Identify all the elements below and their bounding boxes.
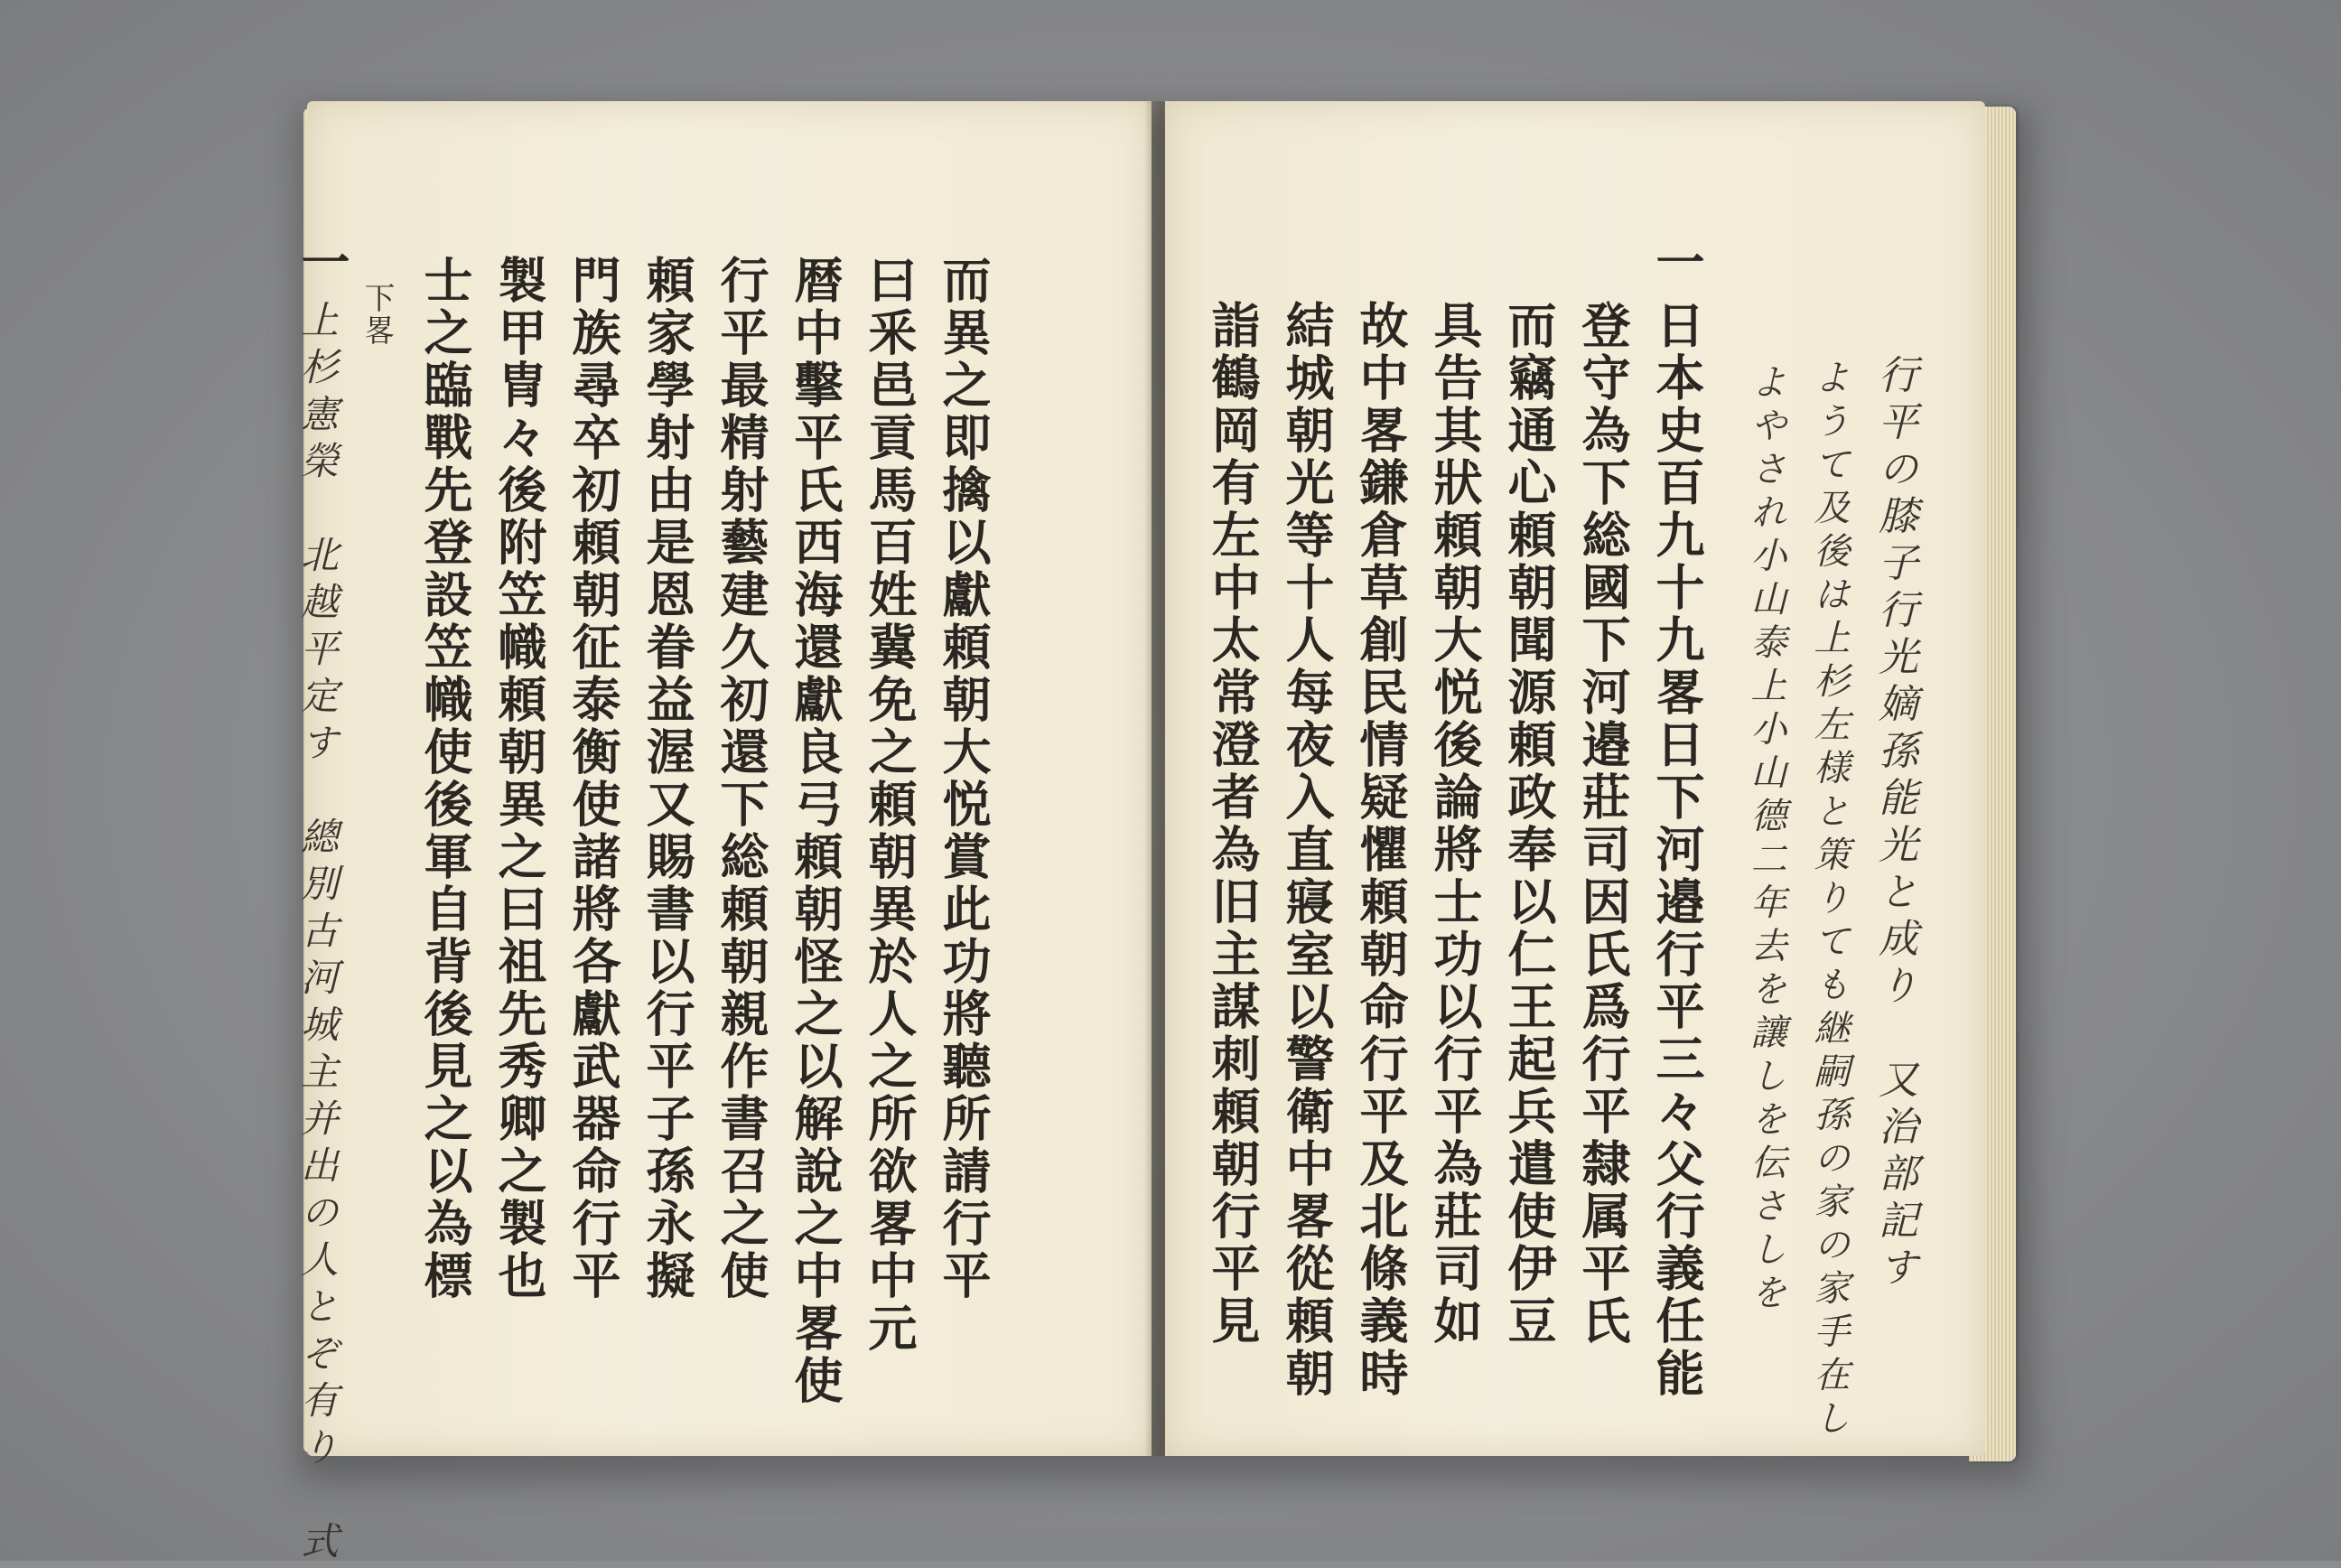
left-item-marker: 一 — [294, 237, 351, 289]
left-second-line: 上杉憲榮 北越平定す 總別古河城主并出の人とぞ有り 式 — [295, 300, 340, 1568]
right-item-marker: 一 — [1648, 237, 1706, 289]
right-body-line-4: 具告其狀頼朝大悦後論將士功以行平為莊司如 — [1426, 300, 1484, 1348]
left-body-line-6: 門族尋卒初頼朝征泰衡使諸將各獻武器命行平 — [564, 255, 622, 1302]
left-body-line-2: 曰釆邑貢馬百姓冀免之頼朝異於人之所欲畧中元 — [861, 255, 919, 1355]
right-annotation-line-3: よやされ小山泰上小山德二年去を讓しを伝さしを — [1745, 363, 1786, 1317]
left-body-line-5: 頼家學射由是恩眷益渥又賜書以行平子孫永擬 — [639, 255, 696, 1302]
right-annotation-line-1: 行平の膝子行光嫡孫能光と成り 又治部記す — [1871, 354, 1917, 1293]
left-body-line-7: 製甲冑々後附笠幟頼朝異之曰祖先秀卿之製也 — [490, 255, 548, 1302]
right-body-line-5: 故中畧鎌倉草創民情疑懼頼朝命行平及北條義時 — [1352, 300, 1410, 1400]
left-end-note: 下畧 — [359, 282, 395, 347]
right-page — [1165, 101, 1985, 1456]
left-body-line-4: 行平最精射藝建久初還下総頼朝親作書召之使 — [713, 255, 770, 1302]
right-body-line-3: 而竊通心頼朝聞源頼政奉以仁王起兵遣使伊豆 — [1500, 300, 1558, 1348]
right-body-line-7: 詣鶴岡有左中太常澄者為旧主謀刺頼朝行平見 — [1204, 300, 1262, 1348]
left-body-line-3: 暦中擊平氏西海還獻良弓頼朝怪之以解說之中畧使 — [787, 255, 844, 1407]
left-body-line-1: 而異之即擒以獻頼朝大悦賞此功將聽所請行平 — [935, 255, 993, 1302]
right-body-line-1: 日本史百九十九畧日下河邉行平三々父行義任能 — [1648, 300, 1706, 1400]
left-body-line-8: 士之臨戰先登設笠幟使後軍自背後見之以為標 — [416, 255, 474, 1302]
right-annotation-line-2: ようて及後は上杉左様と策りても継嗣孫の家の家手在し — [1808, 359, 1850, 1442]
right-body-line-2: 登守為下総國下河邉莊司因氏爲行平隸属平氏 — [1574, 300, 1632, 1348]
right-body-line-6: 結城朝光等十人每夜入直寢室以警衛中畧從頼朝 — [1278, 300, 1336, 1400]
left-page — [294, 101, 1152, 1568]
